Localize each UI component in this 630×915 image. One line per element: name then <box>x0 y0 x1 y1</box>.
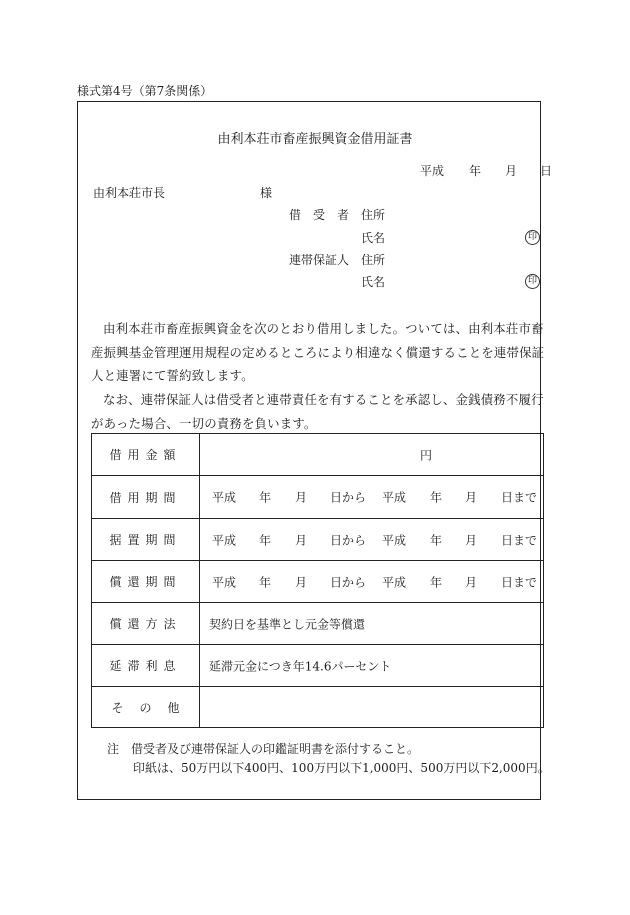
guarantor-paragraph: なお、連帯保証人は借受者と連帯責任を有することを承認し、金銭債務不履行があった場合、一切の責務を負います。 <box>91 392 544 431</box>
amount-value <box>200 434 544 476</box>
period-year-end: 年 <box>430 533 443 547</box>
note-seal-certificate: 注 借受者及び連帯保証人の印鑑証明書を添付すること。 <box>107 742 420 756</box>
loan-period-value <box>200 476 544 519</box>
period-until: 日まで <box>501 575 538 589</box>
other-label: その他 <box>92 687 200 728</box>
period-until: 日まで <box>501 533 538 547</box>
pledge-paragraph: 由利本荘市畜産振興資金を次のとおり借用しました。ついては、由利本荘市畜産振興基金管理運用規程の定めるところにより相違なく償還することを連帯保証人と連署にて誓約致します。 <box>91 321 545 383</box>
period-year-start: 年 <box>259 575 272 589</box>
yen-unit: 円 <box>420 448 433 462</box>
period-month-end: 月 <box>465 575 478 589</box>
repayment-period-label: 償還期間 <box>92 561 200 603</box>
borrower-address-label: 住所 <box>361 208 386 222</box>
grace-period-value <box>200 519 544 561</box>
repayment-method-label: 償還方法 <box>92 603 200 645</box>
borrower-seal-icon: 印 <box>525 230 540 245</box>
table-row <box>92 434 544 476</box>
other-value <box>200 687 544 728</box>
period-year-start: 年 <box>259 533 272 547</box>
period-month-end: 月 <box>465 490 478 505</box>
period-era-start: 平成 <box>212 533 237 547</box>
table-row <box>92 561 544 603</box>
table-row <box>92 687 544 728</box>
period-era-start: 平成 <box>212 490 237 505</box>
guarantor-address-label: 住所 <box>361 253 386 267</box>
period-month-start: 月 <box>295 490 308 505</box>
borrower-name-label: 氏名 <box>361 231 386 245</box>
loan-terms-table <box>91 433 544 728</box>
late-interest-cell <box>200 645 544 687</box>
repayment-period-value <box>200 561 544 603</box>
period-era-start: 平成 <box>212 575 237 589</box>
amount-label: 借用金額 <box>92 434 200 476</box>
date-month: 月 <box>505 164 518 178</box>
period-year-end: 年 <box>430 490 443 505</box>
repayment-method-value: 契約日を基準とし元金等償還 <box>209 617 366 631</box>
period-era-end: 平成 <box>382 533 407 547</box>
period-month-end: 月 <box>465 533 478 547</box>
period-from: 日から <box>330 490 367 505</box>
date-year: 年 <box>469 164 482 178</box>
note-stamp-fees: 印紙は、50万円以下400円、100万円以下1,000円、500万円以下2,000円。 <box>133 761 550 775</box>
period-until: 日まで <box>501 490 538 505</box>
guarantor-role: 連帯保証人 <box>289 253 350 267</box>
date-day: 日 <box>540 164 553 178</box>
period-year-end: 年 <box>430 575 443 589</box>
repayment-method-cell <box>200 603 544 645</box>
period-month-start: 月 <box>295 575 308 589</box>
period-from: 日から <box>330 533 367 547</box>
period-month-start: 月 <box>295 533 308 547</box>
table-row <box>92 519 544 561</box>
addressee: 由利本荘市長 <box>93 186 166 200</box>
late-interest-label: 延滞利息 <box>92 645 200 687</box>
period-from: 日から <box>330 575 367 589</box>
grace-period-label: 据置期間 <box>92 519 200 561</box>
guarantor-seal-icon: 印 <box>525 274 540 289</box>
period-year-start: 年 <box>259 490 272 505</box>
period-era-end: 平成 <box>382 575 407 589</box>
table-row <box>92 603 544 645</box>
honorific: 様 <box>260 186 273 200</box>
guarantor-name-label: 氏名 <box>361 275 386 289</box>
document-title: 由利本荘市畜産振興資金借用証書 <box>217 132 413 147</box>
borrower-role: 借 受 者 <box>289 208 350 222</box>
period-era-end: 平成 <box>382 490 407 505</box>
table-row <box>92 476 544 519</box>
table-row <box>92 645 544 687</box>
loan-period-label: 借用期間 <box>92 476 200 519</box>
late-interest-value: 延滞元金につき年14.6パーセント <box>209 659 392 673</box>
form-number-label: 様式第4号（第7条関係） <box>77 84 213 98</box>
date-era: 平成 <box>420 164 445 178</box>
